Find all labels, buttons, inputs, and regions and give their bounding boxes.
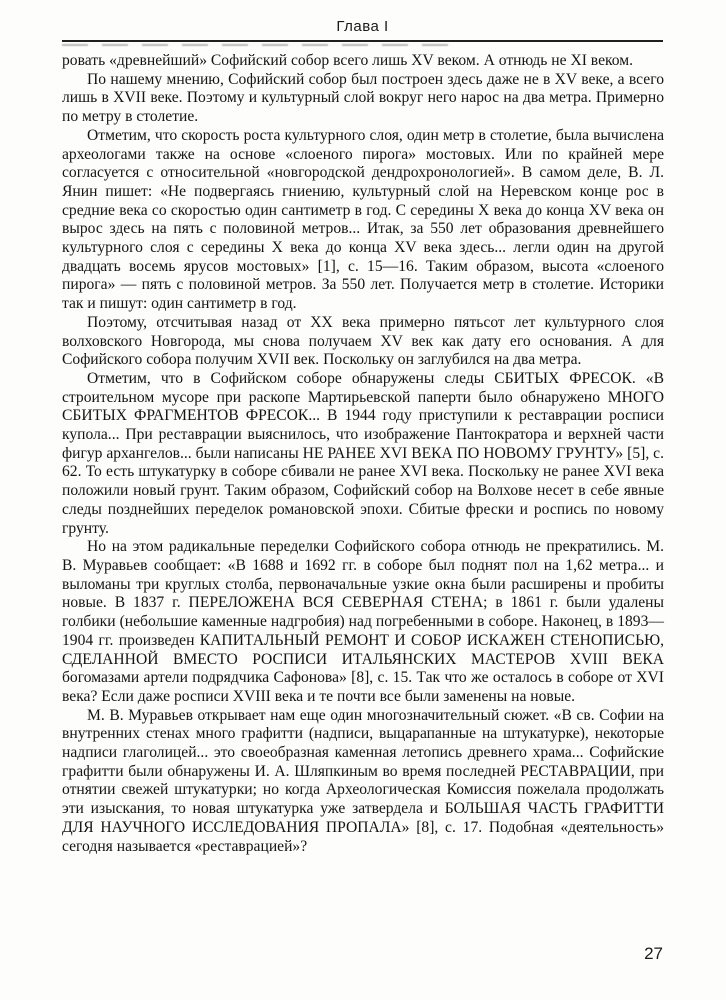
paragraph-continuation: ровать «древнейший» Софийский собор всего лишь XV веком. А отнюдь не XI веком. [62, 52, 634, 69]
page-number: 27 [644, 944, 663, 963]
paragraph: Но на этом радикальные переделки Софийского собора отнюдь не прекратились. М. В. Муравьев сообщает: «В 1688 и 1692 гг. в соборе был поднят пол на 1,62 метра... и выломаны три круглых столба, первоначальные узкие окна были расширены и пробиты новые. В 1837 г. ПЕРЕЛОЖЕНА ВСЯ СЕВЕРНАЯ СТЕНА; в 1861 г. были удалены голбики (небольшие каменные надгробия) над погребенными в соборе. Наконец, в 1893—1904 гг. произведен КАПИТАЛЬНЫЙ РЕМОНТ И СОБОР ИСКАЖЕН СТЕНОПИСЬЮ, СДЕЛАННОЙ ВМЕСТО РОСПИСИ ИТАЛЬЯНСКИХ МАСТЕРОВ XVIII ВЕКА богомазами артели подрядчика Сафонова» [8], с. 15. Так что же осталось в соборе от XVI века? Если даже росписи XVIII века и те почти все были заменены на новые. [62, 538, 664, 705]
header-rule [62, 40, 663, 42]
paragraph: М. В. Муравьев открывает нам еще один многозначительный сюжет. «В св. Софии на внутренних стенах много графитти (надписи, выцарапанные на штукатурке), некоторые надписи глаголицей... это своеобразная каменная летопись древнего храма... Софийские графитти были обнаружены И. А. Шляпкиным во время последней РЕСТАВРАЦИИ, при отнятии свежей штукатурки; но когда Археологическая Комиссия пожелала продолжать эти изыскания, то новая штукатурка уже затвердела и БОЛЬШАЯ ЧАСТЬ ГРАФИТТИ ДЛЯ НАУЧНОГО ИССЛЕДОВАНИЯ ПРОПАЛА» [8], с. 17. Подобная «деятельность» сегодня называется «реставрацией»? [62, 706, 664, 855]
scan-smudge-artifact [62, 44, 452, 46]
paragraph: Поэтому, отсчитывая назад от XX века примерно пятьсот лет культурного слоя волховского Новгорода, мы снова получаем XV век как дату его основания. А для Софийского собора получим XVII век. Поскольку он заглубился на два метра. [62, 313, 664, 369]
paragraph: Отметим, что в Софийском соборе обнаружены следы СБИТЫХ ФРЕСОК. «В строительном мусоре при раскопе Мартирьевской паперти было обнаружено МНОГО СБИТЫХ ФРАГМЕНТОВ ФРЕСОК... В 1944 году приступили к реставрации росписи купола... При реставрации выяснилось, что изображение Пантократора и верхней части фигур архангелов... были написаны НЕ РАНЕЕ XVI ВЕКА ПО НОВОМУ ГРУНТУ» [5], с. 62. То есть штукатурку в соборе сбивали не ранее XVI века. Поскольку не ранее XVI века положили новый грунт. Таким образом, Софийский собор на Волхове несет в себе явные следы позднейших переделок романовской эпохи. Сбитые фрески и роспись по новому грунту. [62, 369, 664, 537]
page-body [62, 52, 664, 856]
running-head-chapter-title: Глава I [336, 18, 389, 35]
paragraph: Отметим, что скорость роста культурного слоя, один метр в столетие, была вычислена археологами также на основе «слоеного пирога» мостовых. Или по крайней мере согласуется с относительной «новгородской дендрохронологией». В самом деле, В. Л. Янин пишет: «Не подвергаясь гниению, культурный слой на Неревском конце рос в средние века со скоростью один сантиметр в год. С середины X века до конца XV века он вырос здесь на пять с половиной метров... Итак, за 550 лет образования древнейшего культурного слоя с середины X века до конца XV века здесь... легли один на другой двадцать восемь ярусов мостовых» [1], с. 15—16. Таким образом, высота «слоеного пирога» — пять с половиной метров. За 550 лет. Получается метр в столетие. Историки так и пишут: один сантиметр в год. [62, 126, 664, 313]
paragraph: По нашему мнению, Софийский собор был построен здесь даже не в XV веке, а всего лишь в XVII веке. Поэтому и культурный слой вокруг него нарос на два метра. Примерно по метру в столетие. [62, 70, 664, 126]
